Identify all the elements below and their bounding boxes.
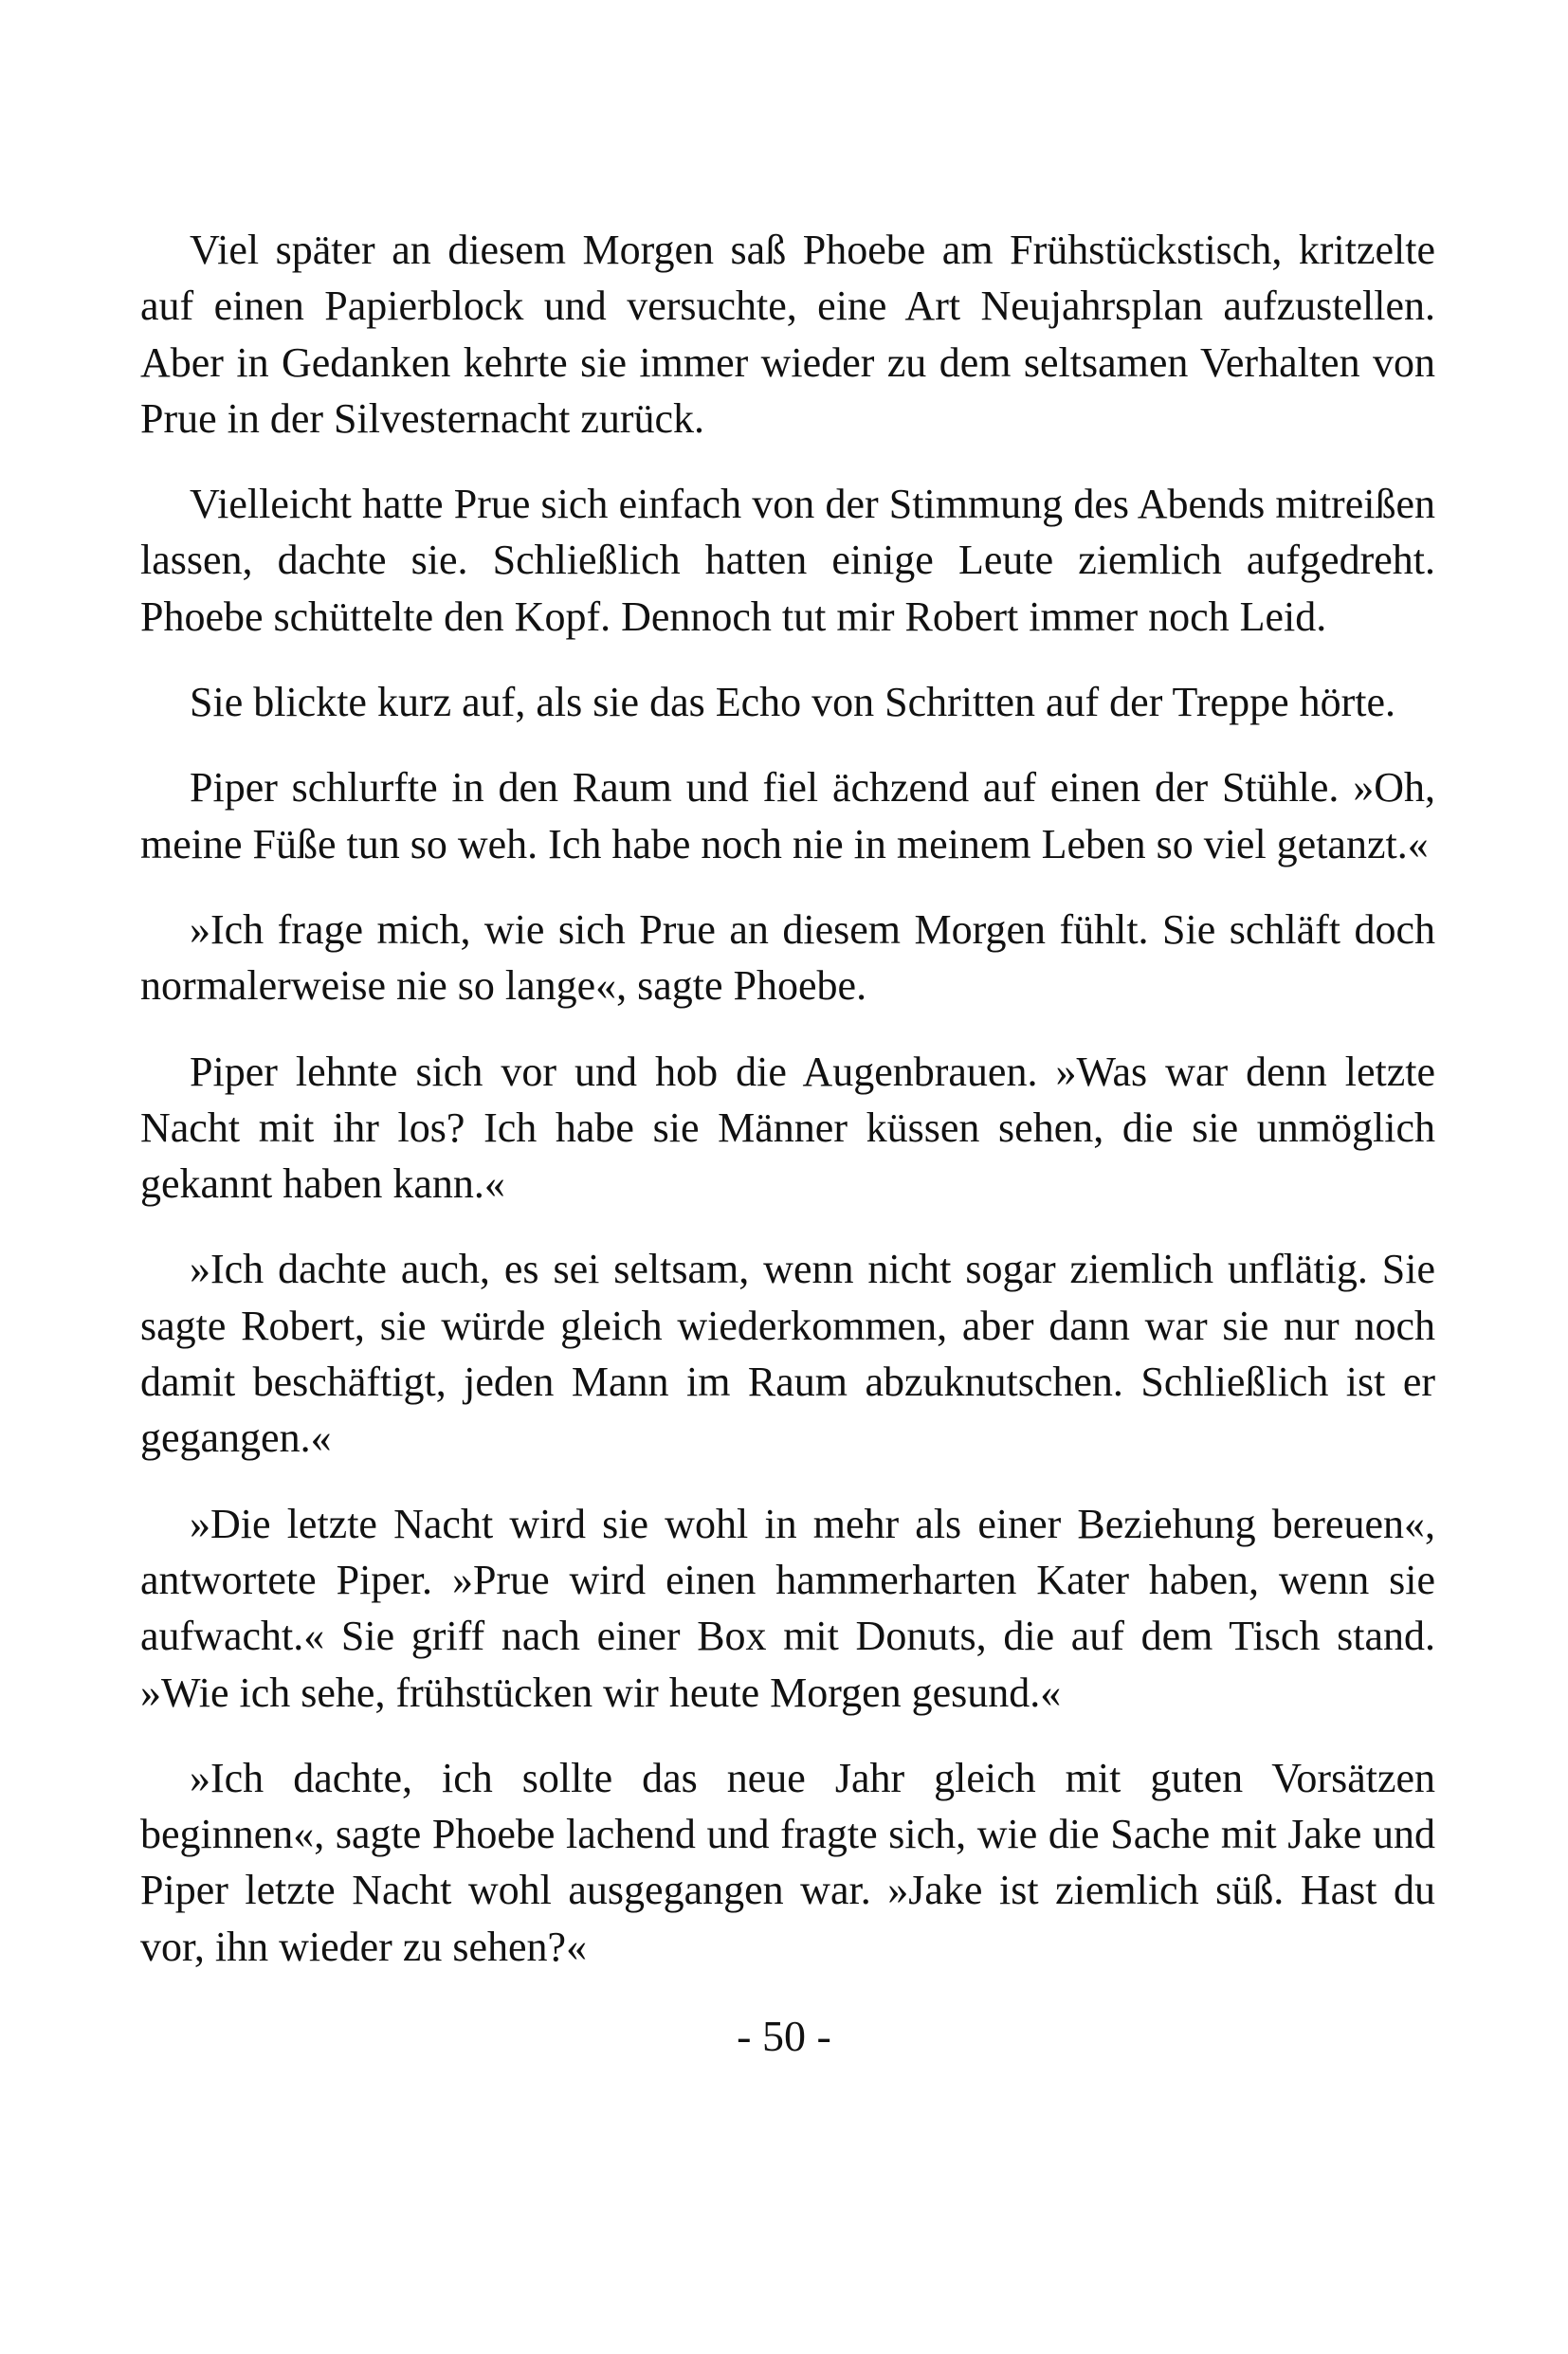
paragraph: Piper schlurfte in den Raum und fiel ächzend auf einen der Stühle. »Oh, meine Füße tun so weh. Ich habe noch nie in meinem Leben so viel getanzt.« (140, 764, 1435, 867)
paragraph: »Ich frage mich, wie sich Prue an diesem Morgen fühlt. Sie schläft doch normalerweise nie so lange«, sagte Phoebe. (140, 905, 1435, 1010)
page-number: - 50 - (737, 2012, 831, 2060)
paragraph: »Die letzte Nacht wird sie wohl in mehr als einer Beziehung bereuen«, antwortete Piper. »Prue wird einen hammerharten Kater haben, wenn sie aufwacht.« Sie griff nach einer Box mit Donuts, die auf dem Tisch stand. »Wie ich sehe, frühstücken wir heute Morgen gesund.« (140, 1500, 1435, 1716)
paragraph: Viel später an diesem Morgen saß Phoebe am Frühstückstisch, kritzelte auf einen Papierblock und versuchte, eine Art Neujahrsplan aufzustellen. Aber in Gedanken kehrte sie immer wieder zu dem seltsamen Verhalten von Prue in der Silvesternacht zurück. (140, 227, 1435, 442)
paragraph: »Ich dachte auch, es sei seltsam, wenn nicht sogar ziemlich unflätig. Sie sagte Robert, sie würde gleich wiederkommen, aber dann war sie nur noch damit beschäftigt, jeden Mann im Raum abzuknutschen. Schließlich ist er gegangen.« (140, 1246, 1435, 1462)
body-text (140, 222, 1435, 2004)
paragraph: Vielleicht hatte Prue sich einfach von der Stimmung des Abends mitreißen lassen, dachte sie. Schließlich hatten einige Leute ziemlich aufgedreht. Phoebe schüttelte den Kopf. Dennoch tut mir Robert immer noch Leid. (140, 481, 1435, 640)
paragraph: »Ich dachte, ich sollte das neue Jahr gleich mit guten Vorsätzen beginnen«, sagte Phoebe lachend und fragte sich, wie die Sache mit Jake und Piper letzte Nacht wohl ausgegangen war. »Jake ist ziemlich süß. Hast du vor, ihn wieder zu sehen?« (140, 1754, 1435, 1970)
paragraph: Piper lehnte sich vor und hob die Augenbrauen. »Was war denn letzte Nacht mit ihr los? Ich habe sie Männer küssen sehen, die sie unmöglich gekannt haben kann.« (140, 1048, 1435, 1208)
paragraph: Sie blickte kurz auf, als sie das Echo von Schritten auf der Treppe hörte. (190, 679, 1396, 726)
